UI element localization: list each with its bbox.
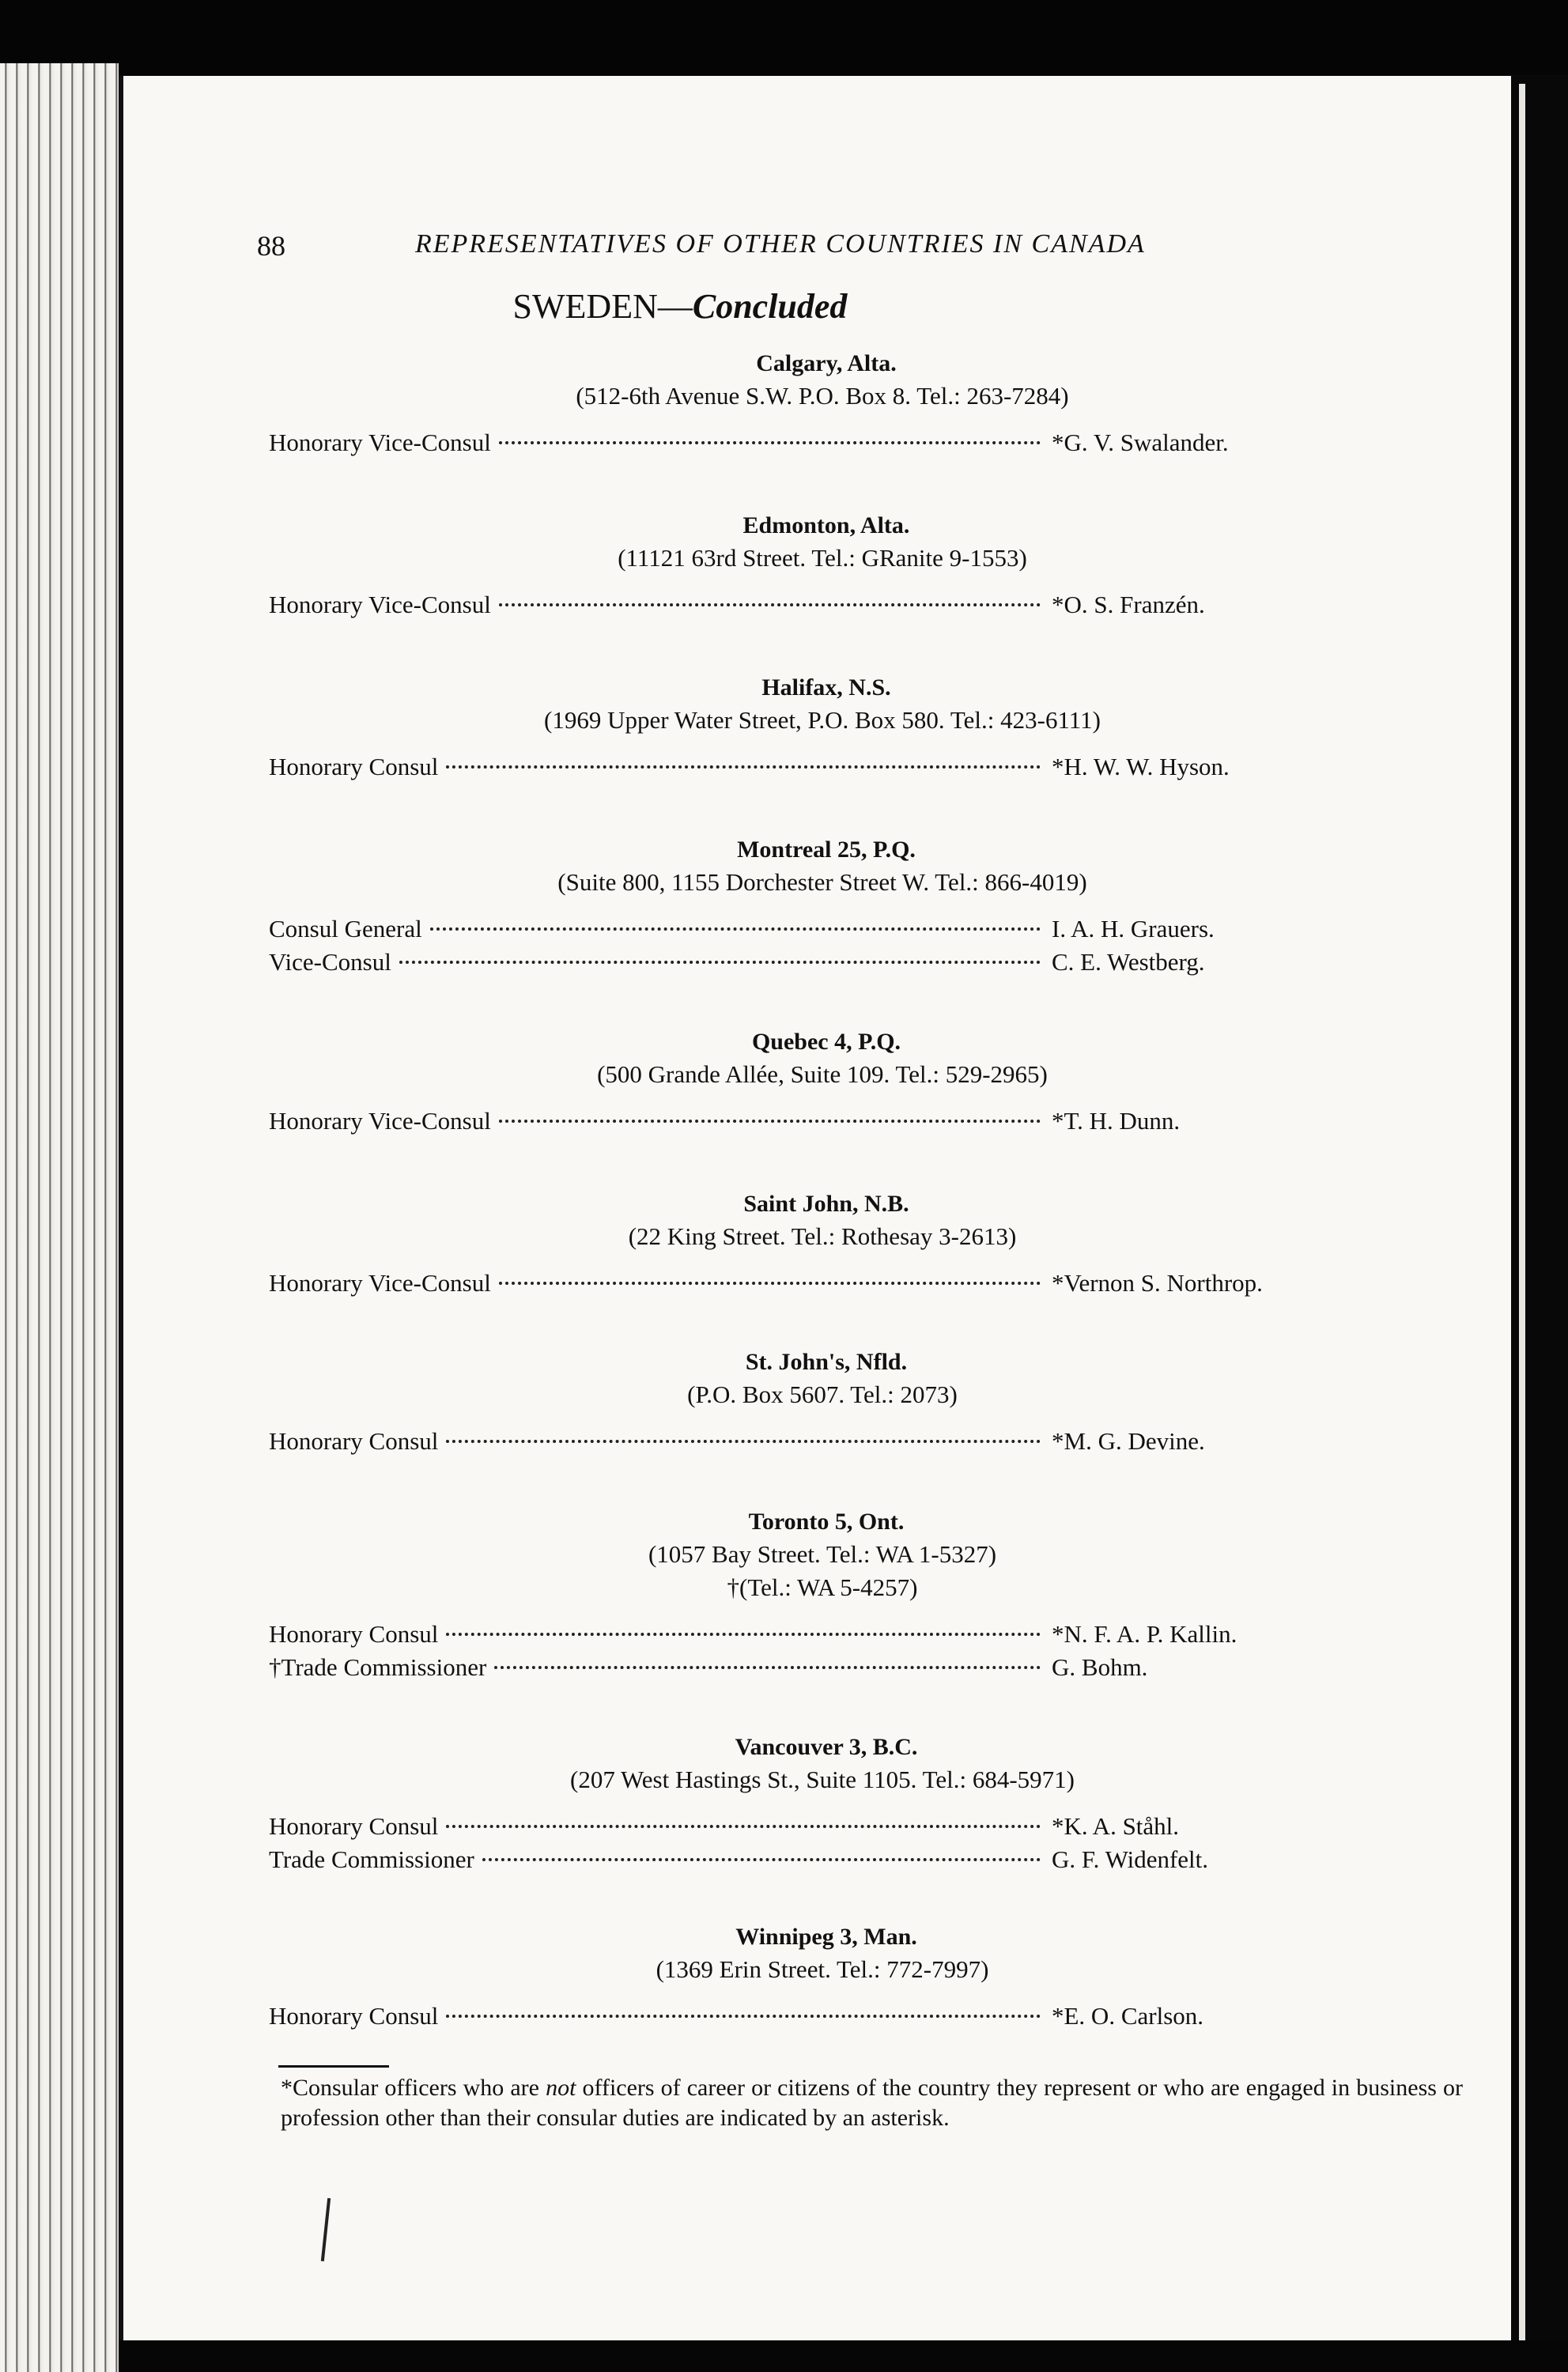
dot-leader xyxy=(399,939,1041,964)
dot-leader xyxy=(446,1611,1041,1636)
office-block-vancouver xyxy=(269,1732,1313,1875)
officer-name: *Vernon S. Northrop. xyxy=(1052,1269,1263,1297)
officer-name: *N. F. A. P. Kallin. xyxy=(1052,1620,1237,1648)
book-page-edges xyxy=(0,63,119,2372)
officer-role: Honorary Consul xyxy=(269,1620,439,1648)
officer-role: Honorary Vice-Consul xyxy=(269,429,491,456)
footnote xyxy=(281,2073,1463,2133)
officer-role: †Trade Commissioner xyxy=(269,1653,487,1681)
officer-name: *K. A. Ståhl. xyxy=(1052,1812,1180,1840)
officer-role: Vice-Consul xyxy=(269,948,391,976)
dot-leader xyxy=(494,1644,1041,1669)
office-block-edmonton xyxy=(269,510,1313,621)
office-block-quebec xyxy=(269,1026,1313,1137)
scan-bottom-border xyxy=(119,2340,1568,2372)
dot-leader xyxy=(446,1418,1041,1443)
officer-role: Honorary Consul xyxy=(269,753,439,780)
office-block-saint-john xyxy=(269,1188,1313,1299)
officer-row xyxy=(269,945,1313,978)
office-address: (1057 Bay Street. Tel.: WA 1-5327) xyxy=(648,1540,997,1568)
office-block-calgary xyxy=(269,348,1313,459)
office-block-winnipeg xyxy=(269,1921,1313,2032)
office-city: Calgary, Alta. xyxy=(756,350,897,376)
officer-name: G. Bohm. xyxy=(1052,1653,1148,1681)
office-city: Edmonton, Alta. xyxy=(742,512,910,538)
office-city: Vancouver 3, B.C. xyxy=(735,1734,918,1760)
dot-leader xyxy=(499,1097,1041,1123)
officer-role: Consul General xyxy=(269,915,422,942)
page-number: 88 xyxy=(257,230,285,262)
office-address: (207 West Hastings St., Suite 1105. Tel.: 684-5971) xyxy=(570,1766,1075,1793)
office-address: (512-6th Avenue S.W. P.O. Box 8. Tel.: 263-7284) xyxy=(576,382,1069,410)
running-title: REPRESENTATIVES OF OTHER COUNTRIES IN CANADA xyxy=(415,229,1146,259)
officer-row xyxy=(269,425,1313,459)
officer-name: *M. G. Devine. xyxy=(1052,1427,1205,1455)
scan-right-border xyxy=(1511,76,1568,2372)
dot-leader xyxy=(499,419,1041,444)
officer-role: Honorary Consul xyxy=(269,2002,439,2030)
office-address: (11121 63rd Street. Tel.: GRanite 9-1553) xyxy=(618,544,1027,572)
dot-leader xyxy=(499,1260,1041,1285)
office-city: Toronto 5, Ont. xyxy=(748,1509,905,1535)
office-block-toronto xyxy=(269,1506,1313,1683)
office-address: (1969 Upper Water Street, P.O. Box 580. Tel.: 423-6111) xyxy=(544,706,1101,734)
page-header xyxy=(257,229,1293,269)
officer-name: *G. V. Swalander. xyxy=(1052,429,1229,456)
dot-leader xyxy=(482,1836,1041,1861)
office-address: (22 King Street. Tel.: Rothesay 3-2613) xyxy=(628,1222,1017,1250)
officer-row xyxy=(269,1842,1313,1875)
footnote-text-1: *Consular officers who are xyxy=(281,2075,546,2101)
office-block-montreal xyxy=(269,834,1313,978)
office-address: (P.O. Box 5607. Tel.: 2073) xyxy=(687,1381,958,1408)
footnote-text-2: officers of career or citizens of the country they represent or who are engaged in business or profession other than their consular duties are indicated by an asterisk. xyxy=(281,2075,1463,2131)
dot-leader xyxy=(446,1803,1041,1828)
office-city: Montreal 25, P.Q. xyxy=(737,837,916,863)
officer-role: Honorary Vice-Consul xyxy=(269,1107,491,1135)
officer-name: C. E. Westberg. xyxy=(1052,948,1205,976)
footnote-emphasis: not xyxy=(546,2075,576,2101)
officer-row xyxy=(269,1266,1313,1299)
officer-role: Honorary Vice-Consul xyxy=(269,591,491,618)
officer-name: *H. W. W. Hyson. xyxy=(1052,753,1230,780)
officer-role: Honorary Vice-Consul xyxy=(269,1269,491,1297)
officer-row xyxy=(269,750,1313,783)
footnote-rule xyxy=(278,2065,389,2068)
officer-name: *T. H. Dunn. xyxy=(1052,1107,1181,1135)
officer-row xyxy=(269,587,1313,621)
office-city: St. John's, Nfld. xyxy=(745,1349,908,1375)
office-block-halifax xyxy=(269,672,1313,783)
dot-leader xyxy=(430,905,1041,931)
officer-row xyxy=(269,1999,1313,2032)
officer-row xyxy=(269,1104,1313,1137)
office-block-st-johns xyxy=(269,1347,1313,1457)
officer-name: *E. O. Carlson. xyxy=(1052,2002,1204,2030)
officer-row xyxy=(269,1424,1313,1457)
officer-role: Honorary Consul xyxy=(269,1427,439,1455)
officer-name: G. F. Widenfelt. xyxy=(1052,1845,1209,1873)
office-address-extra: †(Tel.: WA 5-4257) xyxy=(727,1573,918,1601)
officer-role: Honorary Consul xyxy=(269,1812,439,1840)
office-city: Halifax, N.S. xyxy=(761,674,891,701)
scan-top-border xyxy=(0,0,1568,75)
office-city: Quebec 4, P.Q. xyxy=(751,1029,901,1055)
dot-leader xyxy=(446,1992,1041,2018)
officer-name: I. A. H. Grauers. xyxy=(1052,915,1215,942)
dot-leader xyxy=(499,581,1041,606)
section-country: SWEDEN— xyxy=(512,287,693,326)
office-city: Saint John, N.B. xyxy=(743,1191,909,1217)
office-city: Winnipeg 3, Man. xyxy=(735,1924,917,1950)
section-title xyxy=(443,286,917,327)
officer-name: *O. S. Franzén. xyxy=(1052,591,1205,618)
office-address: (1369 Erin Street. Tel.: 772-7997) xyxy=(656,1955,989,1983)
office-address: (500 Grande Allée, Suite 109. Tel.: 529-2965) xyxy=(597,1060,1048,1088)
officer-row xyxy=(269,1650,1313,1683)
office-address: (Suite 800, 1155 Dorchester Street W. Tel.: 866-4019) xyxy=(557,868,1087,896)
section-suffix: Concluded xyxy=(692,287,848,326)
dot-leader xyxy=(446,743,1041,769)
officer-role: Trade Commissioner xyxy=(269,1845,474,1873)
